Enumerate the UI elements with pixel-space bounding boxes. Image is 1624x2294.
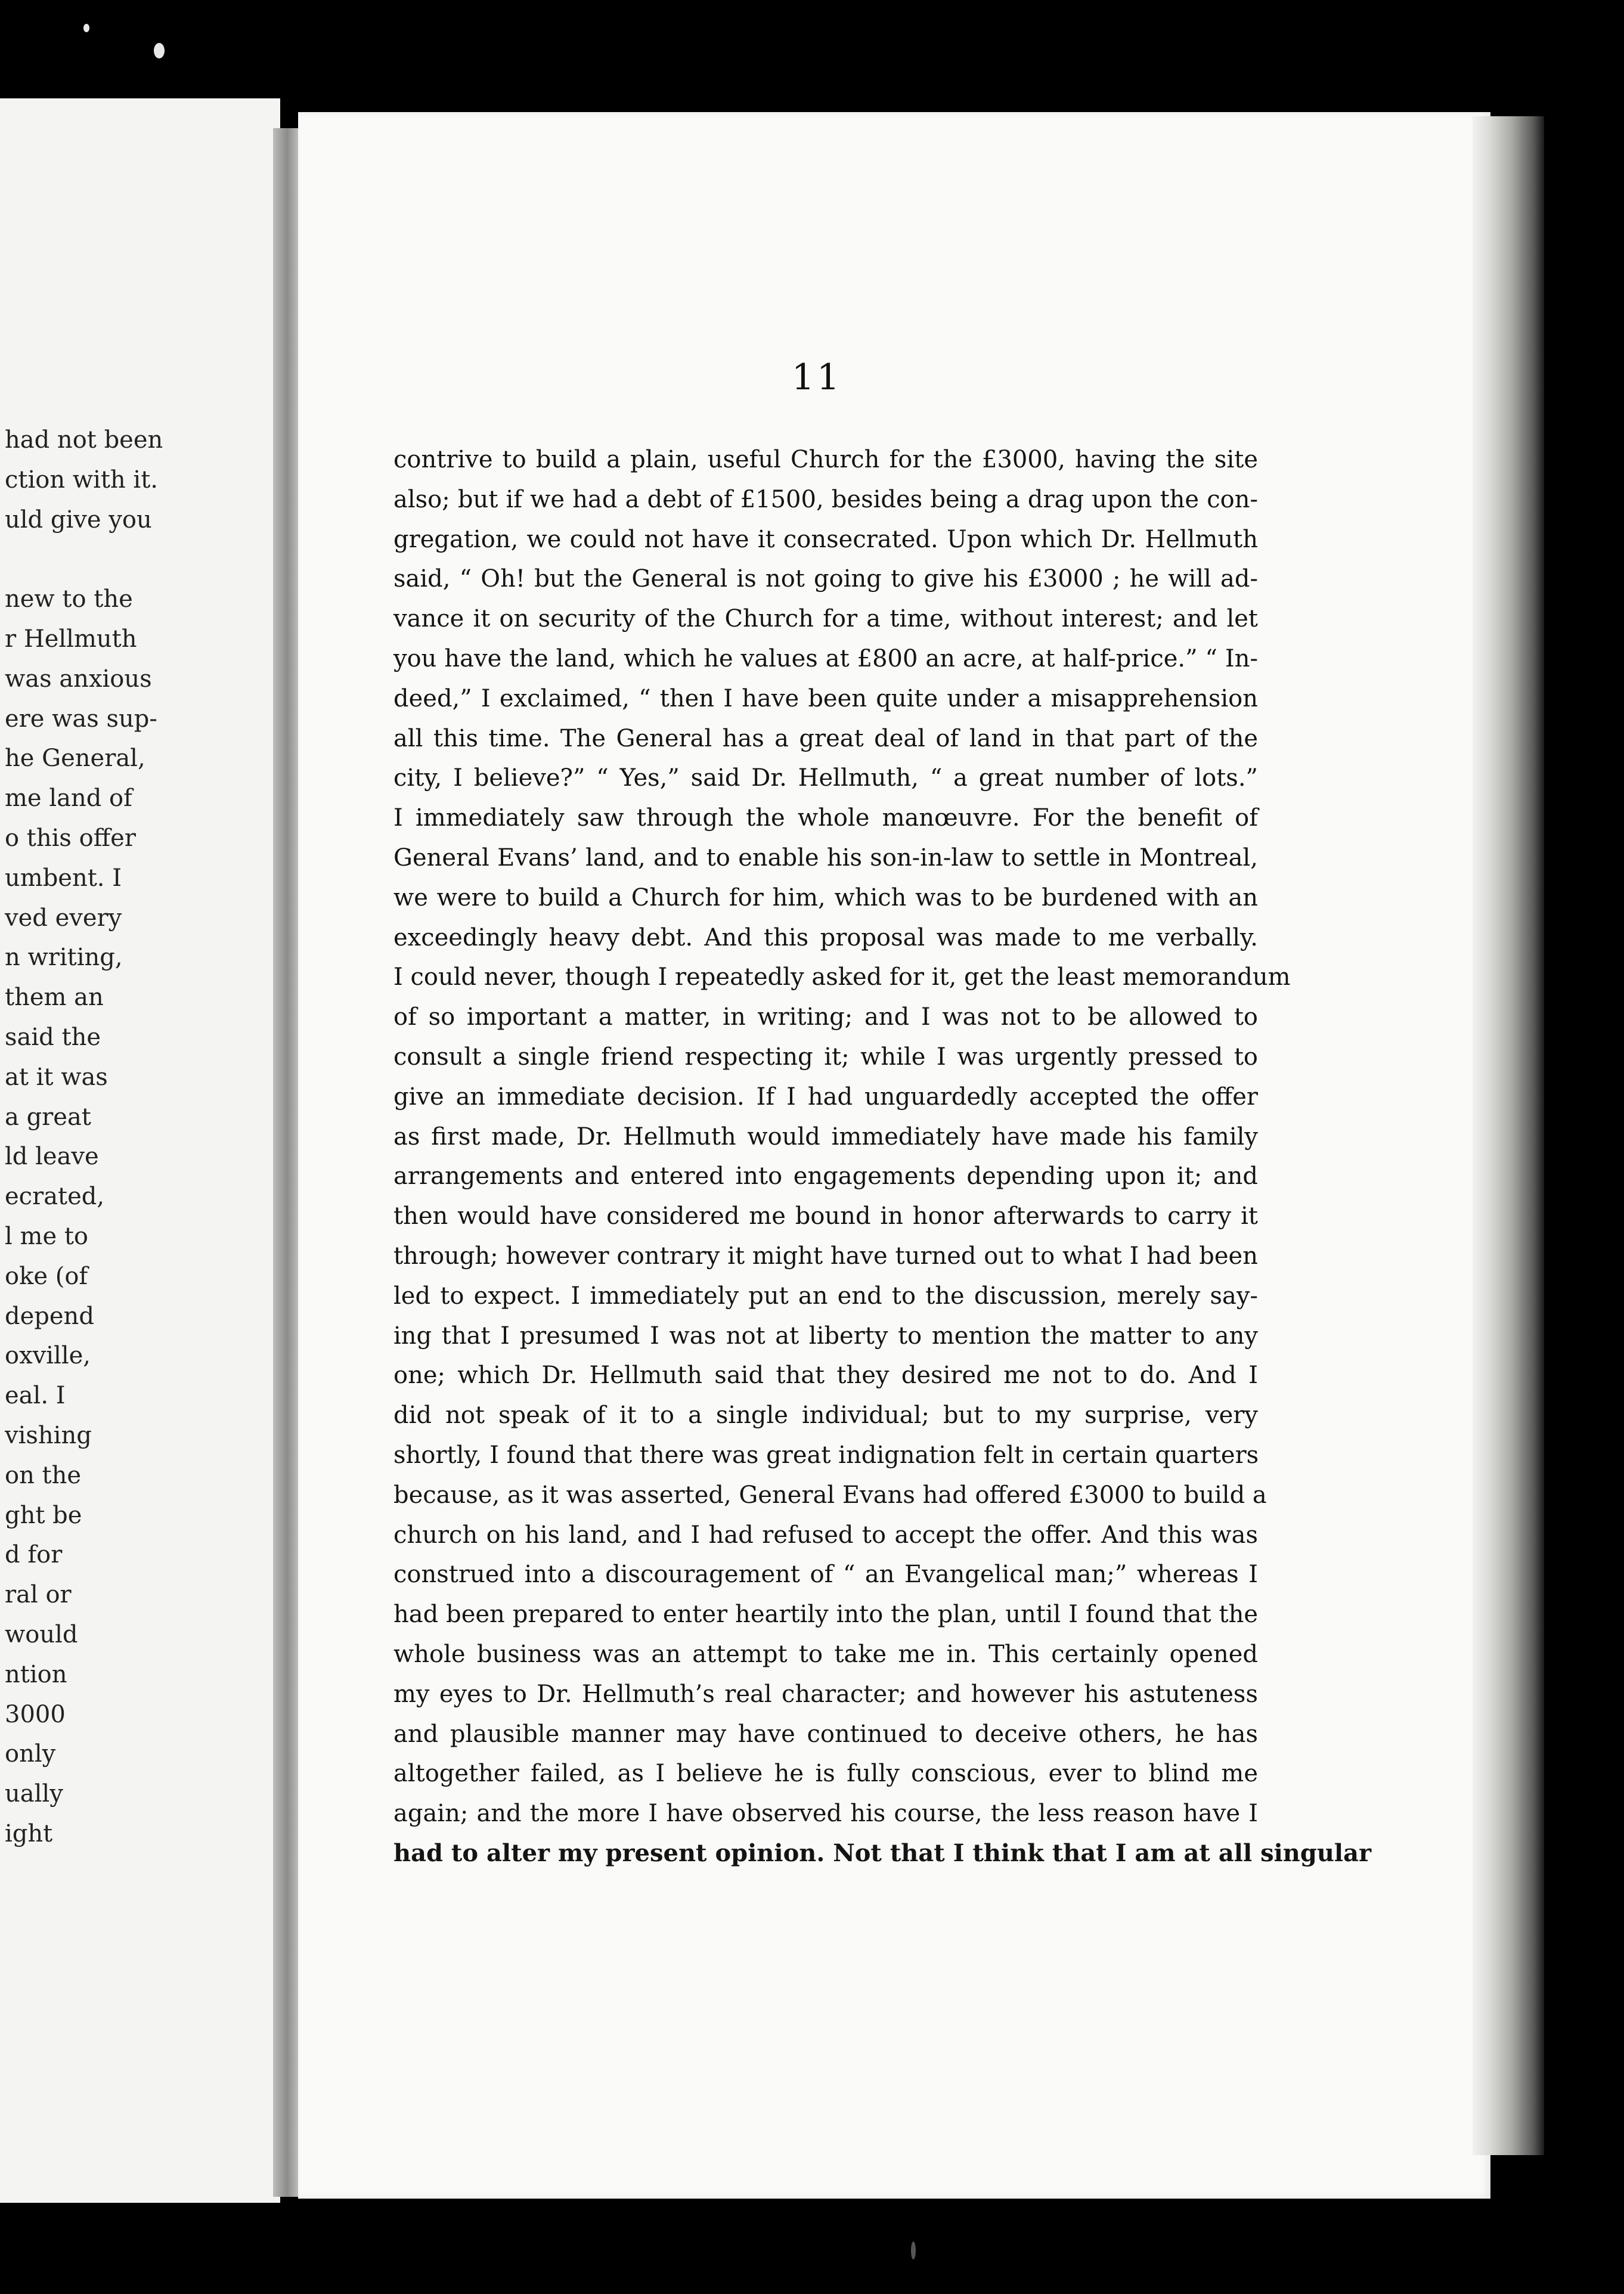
text-line: had been prepared to enter heartily into the plan, until I found that the bbox=[393, 1601, 1258, 1629]
text-line: led to expect. I immediately put an end to the discussion, merely say- bbox=[393, 1282, 1258, 1310]
text-line: also; but if we had a debt of £1500, besides being a drag upon the con- bbox=[393, 485, 1258, 513]
text-line: I could never, though I repeatedly asked for it, get the least memorandum bbox=[393, 963, 1291, 991]
left-page-line: ved every bbox=[5, 904, 122, 932]
text-line: and plausible manner may have continued to deceive others, he has bbox=[393, 1720, 1258, 1748]
text-line: gregation, we could not have it consecrated. Upon which Dr. Hellmuth bbox=[393, 525, 1258, 553]
page-edge-shadow bbox=[1473, 116, 1544, 2155]
text-line: we were to build a Church for him, which was to be burdened with an bbox=[393, 884, 1258, 912]
text-line: arrangements and entered into engagements depending upon it; and bbox=[393, 1162, 1258, 1191]
text-line: exceedingly heavy debt. And this proposal was made to me verbally. bbox=[393, 923, 1258, 951]
left-page-line: on the bbox=[5, 1461, 82, 1489]
left-page-line: new to the bbox=[5, 585, 133, 613]
dust-speck bbox=[83, 24, 89, 32]
text-line: vance it on security of the Church for a time, without interest; and let bbox=[393, 605, 1258, 633]
left-page-line: oke (of bbox=[5, 1262, 88, 1290]
left-page-text bbox=[5, 420, 279, 1854]
dust-speck bbox=[911, 2242, 916, 2259]
left-page-line: d for bbox=[5, 1541, 63, 1569]
left-page-line: ght be bbox=[5, 1501, 82, 1529]
left-page-line: at it was bbox=[5, 1063, 108, 1091]
left-page-line: l me to bbox=[5, 1222, 88, 1250]
left-page-line: eal. I bbox=[5, 1382, 66, 1410]
left-page-line: only bbox=[5, 1740, 56, 1768]
text-line: I immediately saw through the whole manœuvre. For the benefit of bbox=[393, 804, 1258, 832]
left-page-line: oxville, bbox=[5, 1342, 91, 1370]
left-page-line: ecrated, bbox=[5, 1183, 105, 1211]
left-page-line: 3000 bbox=[5, 1700, 66, 1728]
text-line: as first made, Dr. Hellmuth would immediately have made his family bbox=[393, 1123, 1258, 1151]
text-line: General Evans’ land, and to enable his son-in-law to settle in Montreal, bbox=[393, 844, 1258, 872]
left-page-line bbox=[5, 540, 279, 579]
text-line: shortly, I found that there was great indignation felt in certain quarters bbox=[393, 1441, 1259, 1469]
text-line: deed,” I exclaimed, “ then I have been quite under a misapprehension bbox=[393, 684, 1258, 712]
left-page-line: depend bbox=[5, 1302, 94, 1330]
text-line: all this time. The General has a great deal of land in that part of the bbox=[393, 724, 1258, 752]
text-line: contrive to build a plain, useful Church for the £3000, having the site bbox=[393, 446, 1258, 473]
left-page bbox=[0, 98, 280, 2203]
text-line: did not speak of it to a single individual; but to my surprise, very bbox=[393, 1402, 1258, 1430]
left-page-line: ral or bbox=[5, 1581, 72, 1609]
text-line: one; which Dr. Hellmuth said that they desired me not to do. And I bbox=[393, 1362, 1258, 1390]
left-page-line: umbent. I bbox=[5, 864, 122, 892]
left-page-line: ually bbox=[5, 1780, 63, 1808]
left-page-line: me land of bbox=[5, 785, 132, 813]
text-line: again; and the more I have observed his course, the less reason have I bbox=[393, 1800, 1258, 1828]
text-line: whole business was an attempt to take me in. This certainly opened bbox=[393, 1640, 1258, 1668]
page-number: 11 bbox=[791, 356, 842, 398]
text-line: city, I believe?” “ Yes,” said Dr. Hellmuth, “ a great number of lots.” bbox=[393, 764, 1258, 792]
text-line: said, “ Oh! but the General is not going to give his £3000 ; he will ad- bbox=[393, 565, 1258, 593]
text-line: construed into a discouragement of “ an Evangelical man;” whereas I bbox=[393, 1561, 1258, 1589]
text-line: ing that I presumed I was not at liberty to mention the matter to any bbox=[393, 1322, 1258, 1350]
text-line: because, as it was asserted, General Evans had offered £3000 to build a bbox=[393, 1481, 1267, 1509]
text-line: you have the land, which he values at £800 an acre, at half-price.” “ In- bbox=[393, 644, 1258, 672]
left-page-line: ight bbox=[5, 1819, 53, 1847]
text-line: give an immediate decision. If I had unguardedly accepted the offer bbox=[393, 1083, 1258, 1111]
text-line: had to alter my present opinion. Not that I think that I am at all singular bbox=[393, 1839, 1372, 1867]
left-page-line: uld give you bbox=[5, 506, 152, 534]
body-text bbox=[393, 440, 1372, 1874]
left-page-line: was anxious bbox=[5, 665, 152, 693]
text-line: altogether failed, as I believe he is fully conscious, ever to blind me bbox=[393, 1760, 1258, 1788]
left-page-line: said the bbox=[5, 1023, 101, 1051]
text-line: church on his land, and I had refused to accept the offer. And this was bbox=[393, 1521, 1258, 1549]
text-line: consult a single friend respecting it; while I was urgently pressed to bbox=[393, 1043, 1258, 1071]
left-page-line: n writing, bbox=[5, 944, 123, 972]
left-page-line: ction with it. bbox=[5, 466, 158, 494]
left-page-line: ere was sup- bbox=[5, 705, 157, 733]
left-page-line: he General, bbox=[5, 745, 145, 773]
left-page-line: a great bbox=[5, 1103, 91, 1131]
left-page-line: ld leave bbox=[5, 1143, 99, 1171]
left-page-line: r Hellmuth bbox=[5, 625, 137, 653]
text-line: then would have considered me bound in honor afterwards to carry it bbox=[393, 1202, 1258, 1230]
left-page-line: had not been bbox=[5, 426, 163, 454]
text-line: of so important a matter, in writing; and I was not to be allowed to bbox=[393, 1003, 1258, 1031]
left-page-line: o this offer bbox=[5, 824, 136, 852]
left-page-line: ntion bbox=[5, 1660, 67, 1688]
text-line: through; however contrary it might have turned out to what I had been bbox=[393, 1242, 1258, 1270]
text-line: my eyes to Dr. Hellmuth’s real character; and however his astuteness bbox=[393, 1680, 1258, 1708]
left-page-line: them an bbox=[5, 984, 104, 1012]
left-page-line: vishing bbox=[5, 1421, 92, 1449]
dust-speck bbox=[154, 43, 165, 58]
left-page-line: would bbox=[5, 1620, 78, 1648]
